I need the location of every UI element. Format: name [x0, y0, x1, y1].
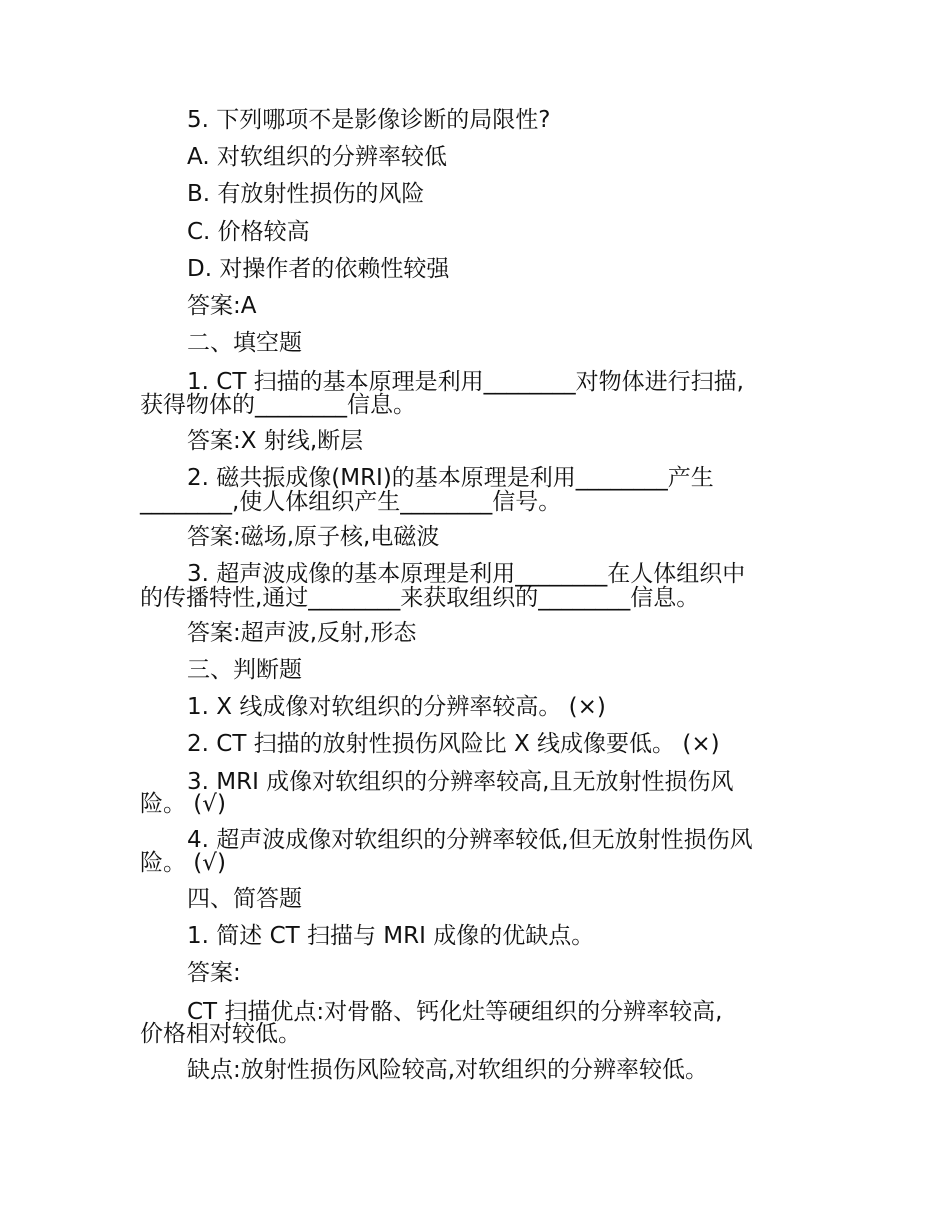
- fill-blank-2-line1: 2. 磁共振成像(MRI)的基本原理是利用________产生: [187, 465, 714, 491]
- ct-pros-line1: CT 扫描优点:对骨骼、钙化灶等硬组织的分辨率较高,: [187, 999, 723, 1025]
- short-answer-answer-label: 答案:: [187, 960, 241, 986]
- fill-blank-heading: 二、填空题: [187, 330, 302, 356]
- question-5-option-d: D. 对操作者的依赖性较强: [187, 256, 450, 282]
- question-5-option-b: B. 有放射性损伤的风险: [187, 181, 425, 207]
- true-false-4-line1: 4. 超声波成像对软组织的分辨率较低,但无放射性损伤风: [187, 827, 753, 853]
- short-answer-heading: 四、简答题: [187, 886, 302, 912]
- fill-blank-3-answer: 答案:超声波,反射,形态: [187, 620, 417, 646]
- fill-blank-3-line1: 3. 超声波成像的基本原理是利用________在人体组织中: [187, 561, 746, 587]
- question-5-option-a: A. 对软组织的分辨率较低: [187, 144, 447, 170]
- fill-blank-1-line1: 1. CT 扫描的基本原理是利用________对物体进行扫描,: [187, 369, 744, 395]
- true-false-3-line1: 3. MRI 成像对软组织的分辨率较高,且无放射性损伤风: [187, 769, 734, 795]
- fill-blank-2-answer: 答案:磁场,原子核,电磁波: [187, 524, 440, 550]
- question-5-answer: 答案:A: [187, 293, 257, 319]
- question-5-option-c: C. 价格较高: [187, 219, 310, 245]
- fill-blank-1-line2: 获得物体的________信息。: [140, 392, 416, 418]
- ct-pros-line2: 价格相对较低。: [140, 1021, 301, 1047]
- true-false-2: 2. CT 扫描的放射性损伤风险比 X 线成像要低。 (×): [187, 731, 720, 757]
- fill-blank-2-line2: ________,使人体组织产生________信号。: [140, 489, 562, 515]
- true-false-4-line2: 险。 (√): [140, 850, 226, 876]
- question-5-title: 5. 下列哪项不是影像诊断的局限性?: [187, 107, 551, 133]
- true-false-heading: 三、判断题: [187, 657, 302, 683]
- fill-blank-3-line2: 的传播特性,通过________来获取组织的________信息。: [140, 585, 700, 611]
- true-false-1: 1. X 线成像对软组织的分辨率较高。 (×): [187, 694, 606, 720]
- short-answer-question-1: 1. 简述 CT 扫描与 MRI 成像的优缺点。: [187, 923, 595, 949]
- fill-blank-1-answer: 答案:X 射线,断层: [187, 428, 364, 454]
- ct-cons: 缺点:放射性损伤风险较高,对软组织的分辨率较低。: [187, 1057, 709, 1083]
- true-false-3-line2: 险。 (√): [140, 791, 226, 817]
